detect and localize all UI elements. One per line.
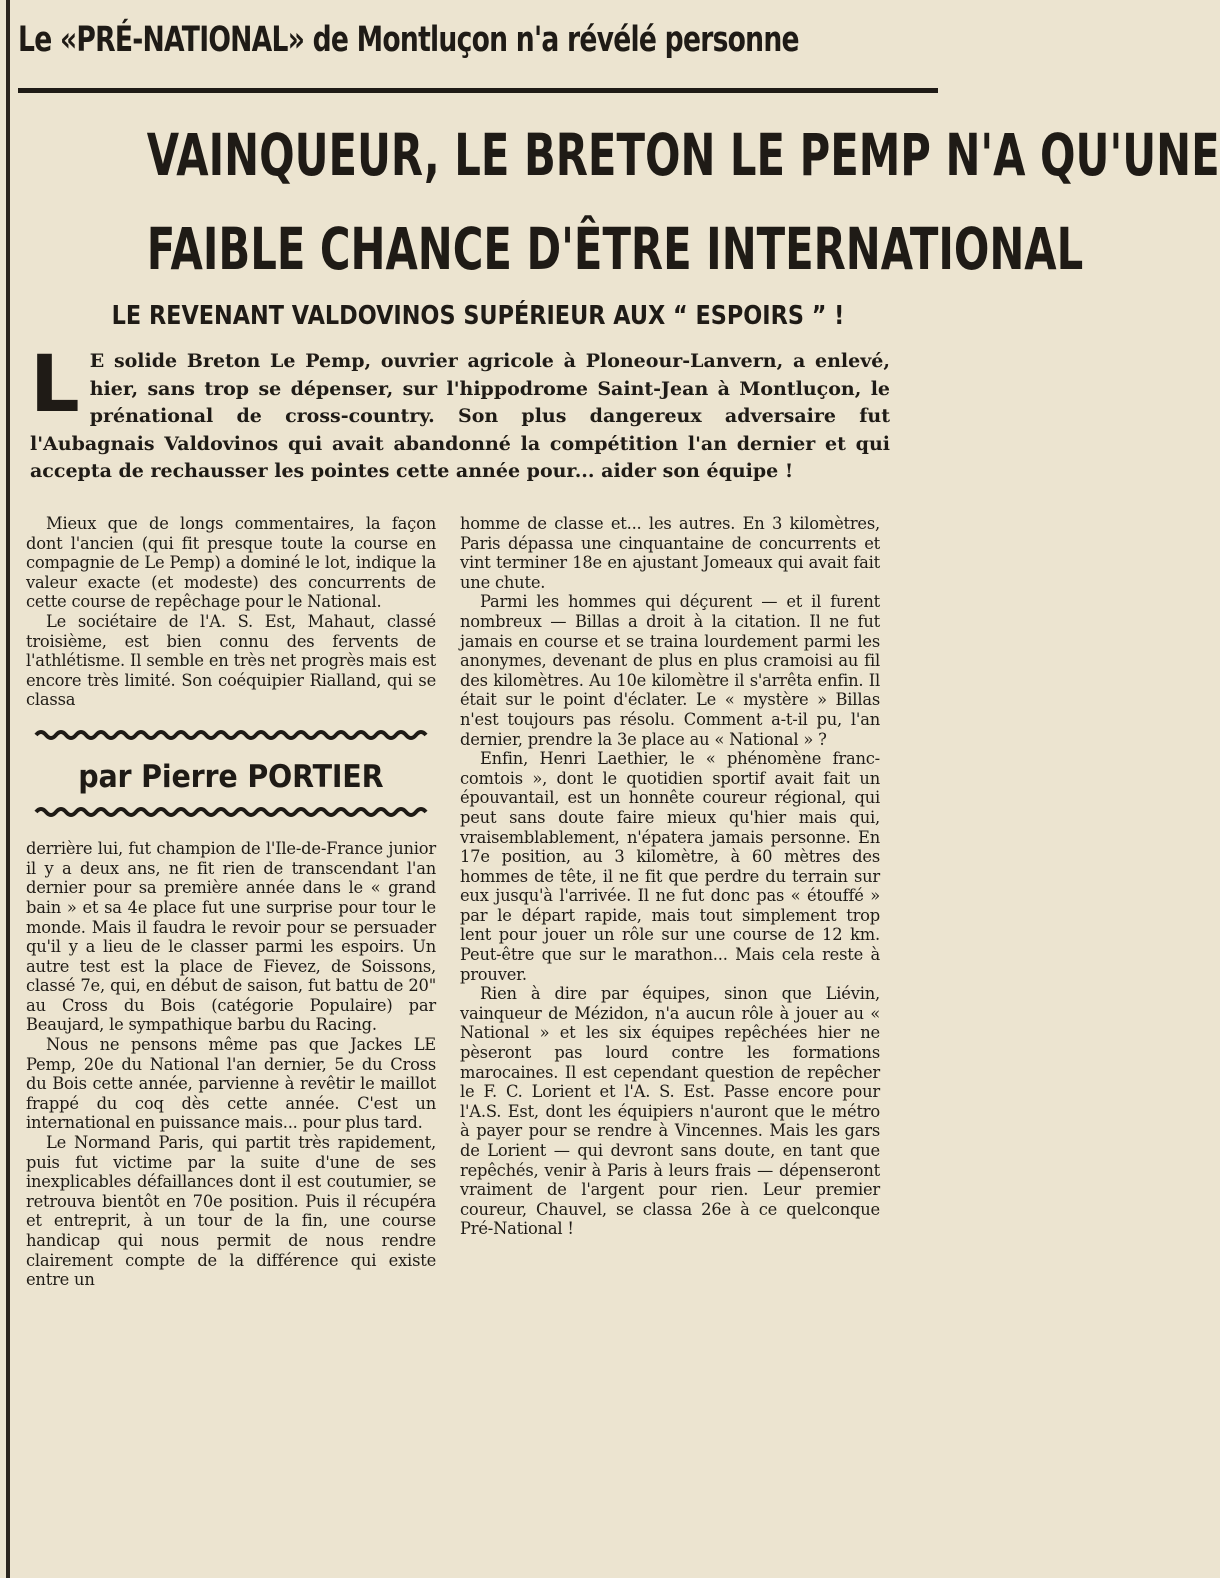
left-column	[26, 514, 436, 1290]
left-paragraph-5: Le Normand Paris, qui partit très rapidement, puis fut victime par la suite d'une de ses inexplicables défaillances dont il est coutumier, se retrouva bientôt en 70e position. Puis il récupéra et entreprit, à un tour de la fin, une course handicap qui nous permit de nous rendre clairement compte de la différence qui existe entre un	[26, 1133, 436, 1290]
left-paragraph-2: Le sociétaire de l'A. S. Est, Mahaut, classé troisième, est bien connu des fervents de l'athlétisme. Il semble en très net progrès mais est encore très limité. Son coéquipier Rialland, qui se classa	[26, 611, 436, 710]
byline	[26, 755, 436, 799]
byline-text: par Pierre PORTIER	[78, 758, 384, 795]
right-column	[460, 514, 880, 1239]
main-headline-line-1: VAINQUEUR, LE BRETON LE PEMP N'A QU'UNE	[146, 121, 1220, 189]
right-paragraph-3: Enfin, Henri Laethier, le « phénomène franc-comtois », dont le quotidien sportif avait fait un épouvantail, est un honnête coureur régional, qui peut sans doute faire mieux qu'hier mais qui, vraisemblablement, n'épatera jamais personne. En 17e position, au 3 kilomètre, à 60 mètres des hommes de tête, il ne fit que perdre du terrain sur eux jusqu'à l'arrivée. Il ne fut donc pas « étouffé » par le départ rapide, mais tout simplement trop lent pour jouer un rôle sur une course de 12 km. Peut-être que sur le marathon... Mais cela reste à prouver.	[460, 749, 880, 984]
subheadline	[18, 296, 938, 336]
top-headline: Le «PRÉ-NATIONAL» de Montluçon n'a révélé personne	[18, 20, 799, 60]
right-paragraph-1: homme de classe et... les autres. En 3 kilomètres, Paris dépassa une cinquantaine de concurrents et vint terminer 18e en ajustant Jomeaux qui avait fait une chute.	[460, 514, 880, 592]
decorative-wave-rule-top	[26, 728, 436, 742]
left-paragraph-4: Nous ne pensons même pas que Jackes LE Pemp, 20e du National l'an dernier, 5e du Cross du Bois cette année, parvienne à revêtir le maillot frappé du coq dès cette année. C'est un international en puissance mais... pour plus tard.	[26, 1035, 436, 1133]
lead-paragraph	[30, 340, 890, 486]
left-border-rule	[6, 0, 10, 1578]
right-paragraph-2: Parmi les hommes qui déçurent — et il furent nombreux — Billas a droit à la citation. Il ne fut jamais en course et se traina lourdement parmi les anonymes, devenant de plus en plus cramoisi au fil des kilomètres. Au 10e kilomètre il s'arrêta enfin. Il était sur le point d'éclater. Le « mystère » Billas n'est toujours pas résolu. Comment a-t-il pu, l'an dernier, prendre la 3e place au « National » ?	[460, 592, 880, 749]
right-paragraph-4: Rien à dire par équipes, sinon que Liévin, vainqueur de Mézidon, n'a aucun rôle à jouer au « National » et les six équipes repêchées hier ne pèseront pas lourd contre les formations marocaines. Il est cependant question de repêcher le F. C. Lorient et l'A. S. Est. Passe encore pour l'A.S. Est, dont les équipiers n'auront que le métro à payer pour se rendre à Vincennes. Mais les gars de Lorient — qui devront sans doute, en tant que repêchés, venir à Paris à leurs frais — dépenseront vraiment de l'argent pour rien. Leur premier coureur, Chauvel, se classa 26e à ce quelconque Pré-National !	[460, 984, 880, 1239]
subheadline-text: LE REVENANT VALDOVINOS SUPÉRIEUR AUX “ ESPOIRS ” !	[111, 301, 845, 331]
headline-rule	[18, 88, 938, 93]
drop-cap: L	[30, 340, 80, 430]
main-headline	[18, 108, 1220, 296]
main-headline-line-2: FAIBLE CHANCE D'ÊTRE INTERNATIONAL	[146, 215, 1084, 283]
left-paragraph-3: derrière lui, fut champion de l'Ile-de-France junior il y a deux ans, ne fit rien de transcendant l'an dernier pour sa première année dans le « grand bain » et sa 4e place fut une surprise pour tour le monde. Mais il faudra le revoir pour se persuader qu'il y a lieu de le classer parmi les espoirs. Un autre test est la place de Fievez, de Soissons, classé 7e, qui, en début de saison, fut battu de 20" au Cross du Bois (catégorie Populaire) par Beaujard, le sympathique barbu du Racing.	[26, 839, 436, 1035]
lead-text: E solide Breton Le Pemp, ouvrier agricole à Ploneour-Lanvern, a enlevé, hier, sans trop se dépenser, sur l'hippodrome Saint-Jean à Montluçon, le prénational de cross-country. Son plus dangereux adversaire fut l'Aubagnais Valdovinos qui avait abandonné la compétition l'an dernier et qui accepta de rechausser les pointes cette année pour... aider son équipe !	[30, 350, 890, 482]
left-paragraph-1: Mieux que de longs commentaires, la façon dont l'ancien (qui fit presque toute la course en compagnie de Le Pemp) a dominé le lot, indique la valeur exacte (et modeste) des concurrents de cette course de repêchage pour le National.	[26, 514, 436, 612]
decorative-wave-rule-bottom	[26, 805, 436, 819]
